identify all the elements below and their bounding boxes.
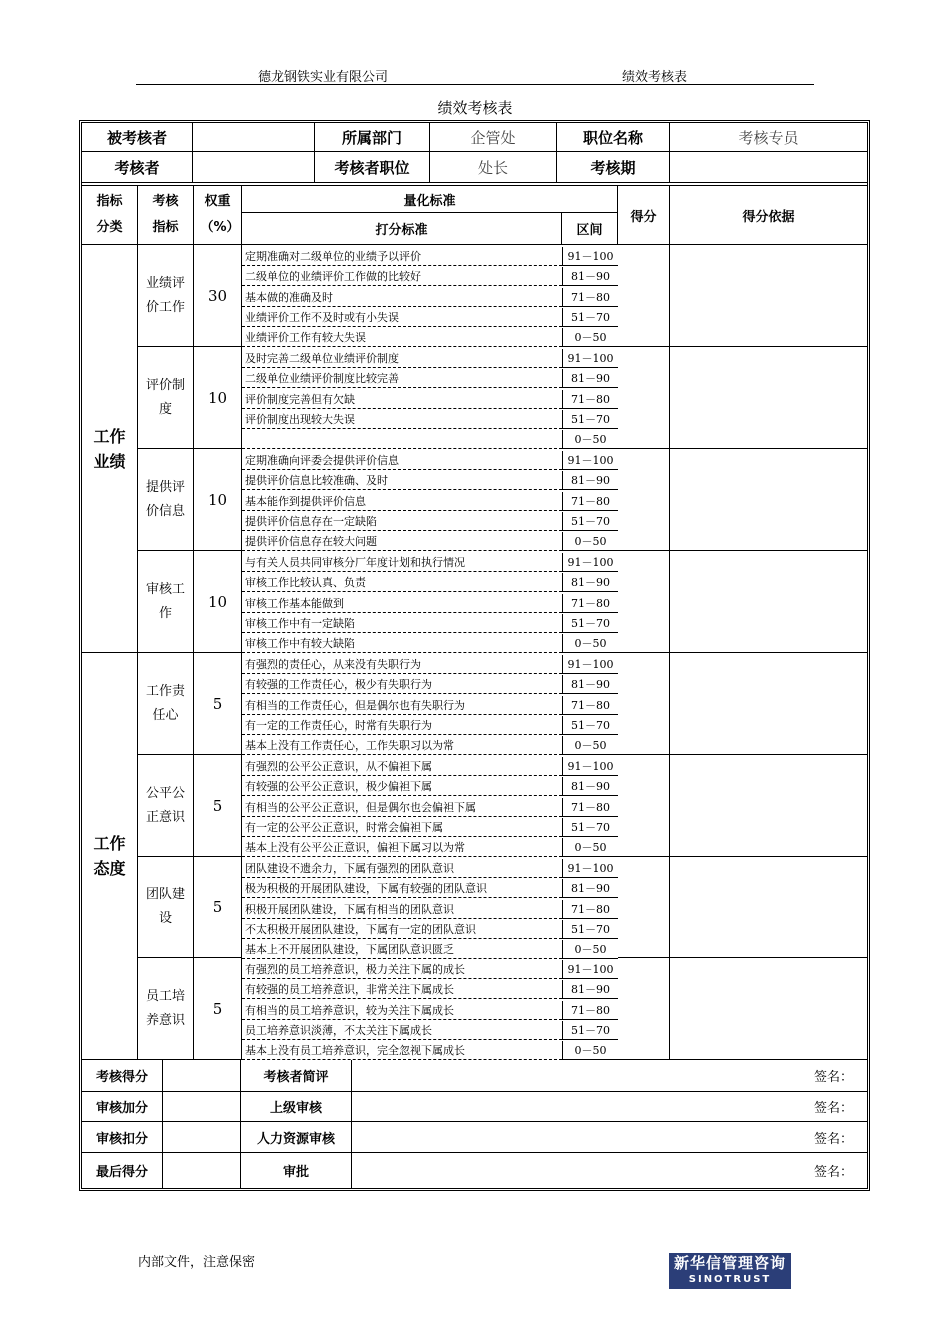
criteria-text: 与有关人员共同审核分厂年度计划和执行情况 [242, 553, 562, 572]
indicator-score[interactable] [618, 347, 670, 449]
criteria-row [242, 573, 618, 593]
criteria-row [242, 410, 618, 430]
criteria-range: 91－100 [562, 247, 618, 266]
criteria-range: 51－70 [562, 1021, 618, 1040]
criteria-row [242, 430, 618, 450]
criteria-row [242, 390, 618, 410]
criteria-row [242, 594, 618, 614]
criteria-row [242, 920, 618, 940]
examiner-position-value[interactable]: 处长 [430, 152, 557, 183]
criteria-text: 有强烈的公平公正意识，从不偏袒下属 [242, 757, 562, 776]
criteria-range: 51－70 [562, 920, 618, 939]
criteria-range: 81－90 [562, 471, 618, 490]
indicator-basis[interactable] [670, 551, 867, 653]
indicator-score[interactable] [618, 245, 670, 347]
col-weight: 权重（%） [194, 186, 242, 245]
criteria-range: 91－100 [562, 451, 618, 470]
indicator-basis[interactable] [670, 449, 867, 551]
criteria-range: 81－90 [562, 267, 618, 286]
criteria-range: 71－80 [562, 900, 618, 919]
signature-field[interactable]: 签名： [813, 1165, 853, 1180]
criteria-range: 71－80 [562, 594, 618, 613]
col-range: 区间 [562, 213, 618, 245]
indicator-name: 提供评价信息 [138, 449, 194, 551]
criteria-text: 提供评价信息比较准确、及时 [242, 471, 562, 490]
indicator-basis[interactable] [670, 653, 867, 755]
examinee-label: 被考核者 [82, 123, 193, 152]
bottom-mid-label: 考核者简评 [241, 1060, 352, 1092]
criteria-range: 91－100 [562, 349, 618, 368]
criteria-text: 审核工作中有较大缺陷 [242, 634, 562, 653]
criteria-range: 71－80 [562, 492, 618, 511]
criteria-row [242, 960, 618, 980]
criteria-text: 有较强的员工培养意识，非常关注下属成长 [242, 980, 562, 999]
criteria-text: 定期准确对二级单位的业绩予以评价 [242, 247, 562, 266]
criteria-text: 有一定的工作责任心，时常有失职行为 [242, 716, 562, 735]
criteria-text: 提供评价信息存在较大问题 [242, 532, 562, 551]
position-label: 职位名称 [557, 123, 670, 152]
criteria-range: 91－100 [562, 757, 618, 776]
criteria-range: 0－50 [562, 634, 618, 653]
criteria-row [242, 696, 618, 716]
criteria-range: 81－90 [562, 879, 618, 898]
criteria-range: 71－80 [562, 288, 618, 307]
indicator-score[interactable] [618, 551, 670, 653]
criteria-row [242, 980, 618, 1000]
page-title: 绩效考核表 [437, 99, 513, 117]
bottom-left-value[interactable] [163, 1153, 241, 1188]
indicator-weight: 5 [194, 755, 242, 857]
col-quant-standard: 量化标准 [242, 186, 618, 213]
footer-note: 内部文件，注意保密 [138, 1255, 256, 1270]
bottom-left-value[interactable] [163, 1122, 241, 1153]
logo-cn: 新华信管理咨询 [673, 1254, 786, 1272]
indicator-basis[interactable] [670, 755, 867, 857]
criteria-range: 0－50 [562, 940, 618, 959]
criteria-text: 评价制度出现较大失误 [242, 410, 562, 429]
criteria-row [242, 1041, 618, 1061]
criteria-row [242, 655, 618, 675]
signature-field[interactable]: 签名： [352, 1060, 867, 1092]
criteria-row [242, 451, 618, 471]
col-category: 指标分类 [82, 186, 138, 245]
indicator-score[interactable] [618, 653, 670, 755]
criteria-row [242, 369, 618, 389]
examinee-value[interactable] [193, 123, 315, 152]
indicator-score[interactable] [618, 857, 670, 958]
criteria-row [242, 288, 618, 308]
sinotrust-logo [669, 1253, 791, 1289]
criteria-text: 评价制度完善但有欠缺 [242, 390, 562, 409]
bottom-mid-label: 人力资源审核 [241, 1122, 352, 1153]
criteria-text: 提供评价信息存在一定缺陷 [242, 512, 562, 531]
indicator-basis[interactable] [670, 857, 867, 958]
criteria-range: 0－50 [562, 430, 618, 449]
criteria-text: 团队建设不遗余力，下属有强烈的团队意识 [242, 859, 562, 878]
criteria-text: 基本上不开展团队建设，下属团队意识匮乏 [242, 940, 562, 959]
category-performance: 工作业绩 [82, 245, 138, 653]
indicator-score[interactable] [618, 755, 670, 857]
criteria-range: 81－90 [562, 675, 618, 694]
criteria-row [242, 1021, 618, 1041]
criteria-text: 不太积极开展团队建设，下属有一定的团队意识 [242, 920, 562, 939]
col-basis: 得分依据 [670, 186, 867, 245]
criteria-row [242, 308, 618, 328]
criteria-row [242, 247, 618, 267]
period-value[interactable] [670, 152, 867, 183]
criteria-text: 积极开展团队建设，下属有相当的团队意识 [242, 900, 562, 919]
criteria-text: 审核工作基本能做到 [242, 594, 562, 613]
indicator-weight: 5 [194, 653, 242, 755]
bottom-left-label: 最后得分 [82, 1153, 163, 1188]
dept-label: 所属部门 [315, 123, 430, 152]
criteria-row [242, 1001, 618, 1021]
indicator-weight: 10 [194, 347, 242, 449]
criteria-range: 81－90 [562, 369, 618, 388]
criteria-text: 有强烈的责任心，从来没有失职行为 [242, 655, 562, 674]
criteria-range: 71－80 [562, 1001, 618, 1020]
criteria-text: 审核工作中有一定缺陷 [242, 614, 562, 633]
criteria-range: 0－50 [562, 1041, 618, 1060]
criteria-text: 有较强的公平公正意识，极少偏袒下属 [242, 777, 562, 796]
bottom-mid-label: 上级审核 [241, 1092, 352, 1122]
criteria-text: 基本上没有工作责任心，工作失职习以为常 [242, 736, 562, 755]
criteria-row [242, 512, 618, 532]
criteria-row [242, 940, 618, 960]
criteria-range: 0－50 [562, 328, 618, 347]
criteria-range: 91－100 [562, 655, 618, 674]
indicator-weight: 5 [194, 958, 242, 1060]
dept-value[interactable]: 企管处 [430, 123, 557, 152]
examiner-label: 考核者 [82, 152, 193, 183]
criteria-range: 51－70 [562, 614, 618, 633]
criteria-text: 有一定的公平公正意识，时常会偏袒下属 [242, 818, 562, 837]
criteria-range: 91－100 [562, 859, 618, 878]
criteria-row [242, 838, 618, 858]
criteria-text: 业绩评价工作有较大失误 [242, 328, 562, 347]
criteria-text: 极为积极的开展团队建设，下属有较强的团队意识 [242, 879, 562, 898]
criteria-range: 81－90 [562, 573, 618, 592]
criteria-text: 基本上没有员工培养意识，完全忽视下属成长 [242, 1041, 562, 1060]
indicator-name: 业绩评价工作 [138, 245, 194, 347]
criteria-row [242, 614, 618, 634]
criteria-range: 51－70 [562, 716, 618, 735]
criteria-row [242, 471, 618, 491]
criteria-range: 81－90 [562, 980, 618, 999]
indicator-weight: 30 [194, 245, 242, 347]
indicator-weight: 5 [194, 857, 242, 958]
indicator-name: 审核工作 [138, 551, 194, 653]
col-criteria: 打分标准 [242, 213, 562, 245]
criteria-row [242, 716, 618, 736]
col-indicator: 考核指标 [138, 186, 194, 245]
criteria-text: 基本做的准确及时 [242, 288, 562, 307]
criteria-range: 51－70 [562, 410, 618, 429]
criteria-range: 51－70 [562, 818, 618, 837]
criteria-row [242, 900, 618, 920]
criteria-row [242, 818, 618, 838]
indicator-name: 团队建设 [138, 857, 194, 958]
indicator-basis[interactable] [670, 958, 867, 1060]
bottom-left-value[interactable] [163, 1092, 241, 1122]
criteria-range: 0－50 [562, 838, 618, 857]
indicator-basis[interactable] [670, 347, 867, 449]
criteria-text: 及时完善二级单位业绩评价制度 [242, 349, 562, 368]
bottom-mid-label: 审批 [241, 1153, 352, 1188]
examiner-position-label: 考核者职位 [315, 152, 430, 183]
criteria-row [242, 492, 618, 512]
criteria-text: 审核工作比较认真、负责 [242, 573, 562, 592]
indicator-name: 公平公正意识 [138, 755, 194, 857]
criteria-row [242, 553, 618, 573]
criteria-row [242, 736, 618, 756]
criteria-range: 51－70 [562, 512, 618, 531]
logo-en: SINOTRUST [688, 1274, 772, 1285]
criteria-text: 有相当的公平公正意识，但是偶尔也会偏袒下属 [242, 798, 562, 817]
criteria-text: 业绩评价工作不及时或有小失误 [242, 308, 562, 327]
criteria-range: 0－50 [562, 736, 618, 755]
criteria-row [242, 757, 618, 777]
criteria-row [242, 349, 618, 369]
criteria-row [242, 267, 618, 287]
criteria-range: 51－70 [562, 308, 618, 327]
criteria-text: 定期准确向评委会提供评价信息 [242, 451, 562, 470]
indicator-weight: 10 [194, 449, 242, 551]
position-value[interactable]: 考核专员 [670, 123, 867, 152]
indicator-score[interactable] [618, 958, 670, 1060]
criteria-text: 基本上没有公平公正意识，偏袒下属习以为常 [242, 838, 562, 857]
bottom-left-value[interactable] [163, 1060, 241, 1092]
indicator-basis[interactable] [670, 245, 867, 347]
criteria-text: 有相当的工作责任心，但是偶尔也有失职行为 [242, 696, 562, 715]
criteria-text: 二级单位的业绩评价工作做的比较好 [242, 267, 562, 286]
signature-field[interactable]: 签名： [352, 1122, 867, 1153]
criteria-range: 91－100 [562, 960, 618, 979]
indicator-name: 工作责任心 [138, 653, 194, 755]
criteria-row [242, 798, 618, 818]
criteria-text: 二级单位业绩评价制度比较完善 [242, 369, 562, 388]
criteria-text [242, 430, 562, 449]
criteria-text: 有强烈的员工培养意识，极力关注下属的成长 [242, 960, 562, 979]
criteria-row [242, 675, 618, 695]
header-doc-title: 绩效考核表 [622, 70, 688, 85]
criteria-row [242, 532, 618, 552]
criteria-range: 81－90 [562, 777, 618, 796]
criteria-row [242, 634, 618, 654]
criteria-row [242, 328, 618, 348]
criteria-text: 员工培养意识淡薄，不太关注下属成长 [242, 1021, 562, 1040]
criteria-row [242, 777, 618, 797]
criteria-range: 0－50 [562, 532, 618, 551]
header-company: 德龙钢铁实业有限公司 [258, 70, 389, 85]
indicator-score[interactable] [618, 449, 670, 551]
criteria-range: 71－80 [562, 798, 618, 817]
period-label: 考核期 [557, 152, 670, 183]
criteria-text: 有相当的员工培养意识，较为关注下属成长 [242, 1001, 562, 1020]
criteria-range: 71－80 [562, 390, 618, 409]
criteria-text: 有较强的工作责任心，极少有失职行为 [242, 675, 562, 694]
criteria-range: 91－100 [562, 553, 618, 572]
signature-field[interactable]: 签名： [352, 1092, 867, 1122]
examiner-value[interactable] [193, 152, 315, 183]
criteria-text: 基本能作到提供评价信息 [242, 492, 562, 511]
bottom-left-label: 考核得分 [82, 1060, 163, 1092]
category-attitude: 工作态度 [82, 653, 138, 1060]
indicator-name: 员工培养意识 [138, 958, 194, 1060]
header-rule [136, 84, 814, 85]
criteria-row [242, 859, 618, 879]
indicator-name: 评价制度 [138, 347, 194, 449]
bottom-left-label: 审核加分 [82, 1092, 163, 1122]
criteria-row [242, 879, 618, 899]
indicator-weight: 10 [194, 551, 242, 653]
col-score: 得分 [618, 186, 670, 245]
criteria-range: 71－80 [562, 696, 618, 715]
bottom-left-label: 审核扣分 [82, 1122, 163, 1153]
